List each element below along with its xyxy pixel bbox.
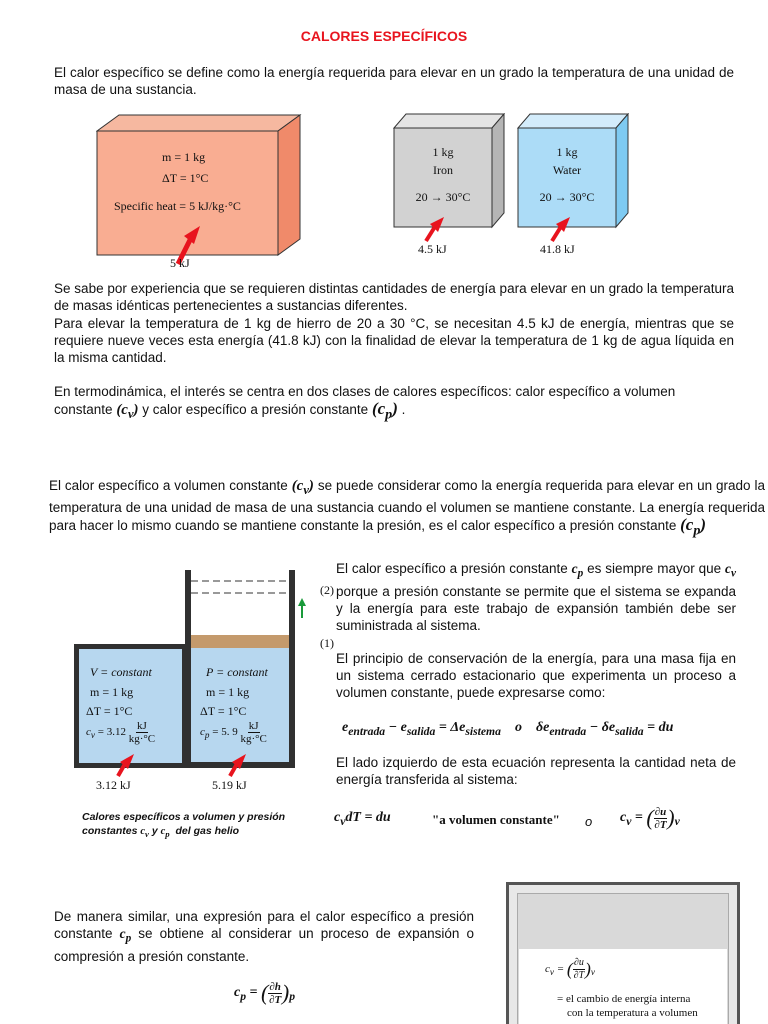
intro-paragraph: El calor específico se define como la energía requerida para elevar en un grado la temperatura de una unidad de masa de una sustancia. xyxy=(54,65,734,97)
specific-heat-box-figure xyxy=(96,114,306,274)
v-constant-label: V = constant xyxy=(90,665,152,679)
mass-label: m = 1 kg xyxy=(162,150,206,164)
paragraph-4: El calor específico a volumen constante $(c_v)$ se puede considerar como la energía requerida para elevar en un grado la temperatura de una unidad de masa de una sustancia cuando el volumen se mantiene constante. La energía requerida para hacer lo mismo cuando se mantiene constante la presión, es el calor específico a presión constante $(c_p)$ xyxy=(49,478,765,539)
figure-caption: Calores específicos a volumen y presión constantes $c_v$ y $c_p$ del gas helio xyxy=(82,811,286,840)
water-energy: 41.8 kJ xyxy=(540,242,575,256)
water-name: Water xyxy=(552,163,582,177)
iron-range: 20 → 30°C xyxy=(415,190,471,204)
energy-cv: 3.12 kJ xyxy=(96,778,131,792)
cp-value: $c_p = 5$. 9 $\frac{kJ}{kg\cdot^\circ C}$ xyxy=(200,720,267,745)
p-constant-label: P = constant xyxy=(206,665,268,679)
card-line-2: con la temperatura a volumen xyxy=(567,1007,698,1019)
cv-value: $c_v = 3.12$ $\frac{kJ}{kg\cdot^\circ C}$ xyxy=(86,720,156,745)
constant-volume-quote: "a volumen constante" xyxy=(432,812,560,827)
cv-definition-equation: $c_v$ = ( $\frac{\partial u}{\partial T}$ )$_v$ xyxy=(620,805,680,831)
iron-energy: 4.5 kJ xyxy=(418,242,447,256)
right-paragraph-2: El principio de conservación de la energía, para una masa fija en un sistema cerrado estacionario que experimenta un proceso a volumen constante, puede expresarse como: xyxy=(336,651,736,700)
water-range: 20 → 30°C xyxy=(539,190,595,204)
mass-label-p: m = 1 kg xyxy=(206,685,250,699)
right-paragraph-1: El calor específico a presión constante $c_p$ es siempre mayor que $c_v$ porque a presión constante se permite que el sistema se expanda y la energía para este trabajo de expansión también debe ser suministrada al sistema. xyxy=(336,561,736,633)
card-cv-formula: $c_v$ = ( $\frac{\partial u}{\partial T}$ )$_v$ xyxy=(545,957,595,981)
energy-label: 5 kJ xyxy=(170,256,190,270)
cv-definition-card xyxy=(506,882,740,1024)
card-line-1: = el cambio de energía interna xyxy=(557,993,691,1005)
delta-t-label-p: ΔT = 1°C xyxy=(200,704,247,718)
delta-t-label-v: ΔT = 1°C xyxy=(86,704,133,718)
energy-cp: 5.19 kJ xyxy=(212,778,247,792)
water-mass: 1 kg xyxy=(556,145,578,159)
cp-definition-equation: $c_p$ = ( $\frac{\partial h}{\partial T}$ )$_p$ xyxy=(234,980,296,1006)
state-1-marker: (1) xyxy=(320,636,334,650)
paragraph-1: Se sabe por experiencia que se requieren distintas cantidades de energía para elevar en un grado la temperatura de masas idénticas pertenecientes a sustancias diferentes. xyxy=(54,281,734,313)
paragraph-2: Para elevar la temperatura de 1 kg de hierro de 20 a 30 °C, se necesitan 4.5 kJ de energía, mientras que se requiere nueve veces esta energía (41.8 kJ) con la finalidad de elevar la temperatura de 1 kg de agua líquida en la misma cantidad. xyxy=(54,316,734,365)
delta-t-label: ΔT = 1°C xyxy=(162,171,209,185)
iron-mass: 1 kg xyxy=(432,145,454,159)
paragraph-3: En termodinámica, el interés se centra en dos clases de calores específicos: calor específico a volumen constante $(c_v)$ y calor específico a presión constante $(c_p)$ . xyxy=(54,384,676,423)
paragraph-5: De manera similar, una expresión para el calor específico a presión constante $c_p$ se obtiene al considerar un proceso de expansión o compresión a presión constante. xyxy=(54,909,474,964)
specific-heat-label: Specific heat = 5 kJ/kg·°C xyxy=(114,199,241,213)
cv-dt-equation: $c_vdT$ = du xyxy=(334,810,391,828)
or-word: o xyxy=(585,814,593,829)
iron-name: Iron xyxy=(433,163,453,177)
right-paragraph-3: El lado izquierdo de esta ecuación representa la cantidad neta de energía transferida al sistema: xyxy=(336,755,736,787)
mass-label-v: m = 1 kg xyxy=(90,685,134,699)
state-2-marker: (2) xyxy=(320,583,334,597)
page-title: CALORES ESPECÍFICOS xyxy=(300,28,468,44)
iron-water-figure xyxy=(392,113,632,243)
energy-balance-equation: $e_{entrada} - e_{salida} = \Delta e_{sistema}$ o $\delta e_{entrada} - \delta e_{salida}$ = du xyxy=(342,720,674,738)
